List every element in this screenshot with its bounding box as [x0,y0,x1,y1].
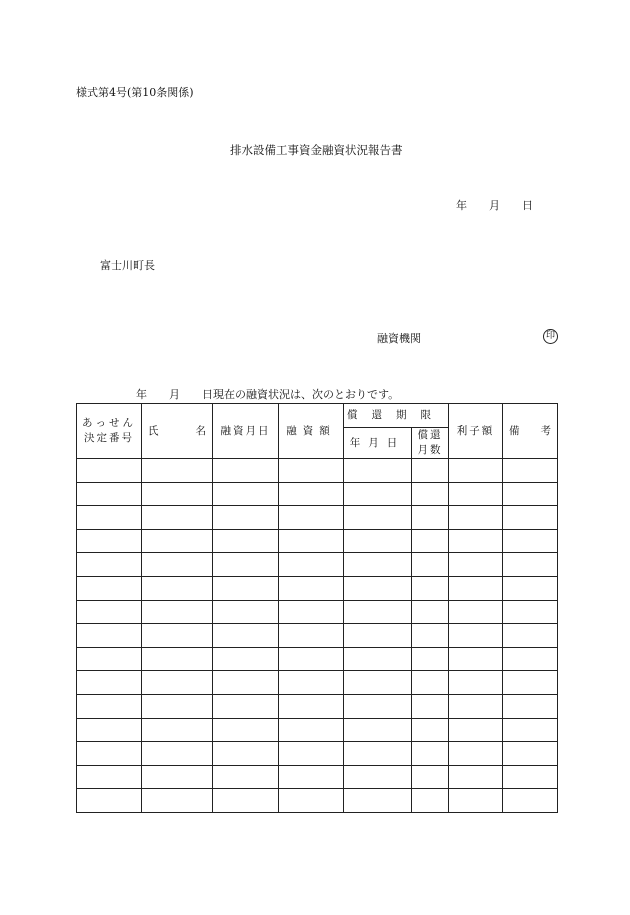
form-number: 様式第4号(第10条関係) [76,86,194,99]
table-cell [344,671,412,695]
table-cell [503,459,558,483]
table-cell [142,529,213,553]
table-cell [412,482,449,506]
table-cell [412,600,449,624]
header-loan-amount: 融資額 [279,404,344,459]
table-cell [142,506,213,530]
table-row [77,742,558,766]
table-cell [213,765,279,789]
table-cell [412,529,449,553]
table-cell [77,600,142,624]
date-year: 年 [456,199,467,212]
table-cell [77,624,142,648]
table-cell [503,600,558,624]
table-cell [344,765,412,789]
recipient: 富士川町長 [100,259,155,272]
table-cell [412,553,449,577]
table-cell [77,529,142,553]
header-repayment-period: 償還期限 [344,404,449,428]
header-remarks-part2: 考 [540,424,551,437]
table-cell [344,459,412,483]
header-loan-date: 融資月日 [213,404,279,459]
table-cell [344,647,412,671]
header-interest: 利子額 [449,404,503,459]
table-cell [412,765,449,789]
table-row [77,789,558,813]
table-cell [213,647,279,671]
table-row [77,671,558,695]
table-cell [449,576,503,600]
table-cell [344,600,412,624]
table-cell [77,718,142,742]
table-cell [213,694,279,718]
table-cell [279,671,344,695]
table-cell [449,624,503,648]
table-cell [142,647,213,671]
table-cell [213,482,279,506]
table-cell [77,647,142,671]
table-cell [412,789,449,813]
table-cell [503,482,558,506]
table-cell [279,694,344,718]
table-cell [503,506,558,530]
table-cell [142,553,213,577]
table-cell [279,553,344,577]
header-repay-months-line1: 償還 [417,429,443,441]
table-cell [449,529,503,553]
table-row [77,529,558,553]
loan-status-table [76,403,558,813]
header-ymd: 年月日 [344,428,412,459]
table-cell [77,671,142,695]
header-remarks [503,404,558,459]
table-cell [449,600,503,624]
table-row [77,506,558,530]
table-cell [412,718,449,742]
table-row [77,553,558,577]
table-cell [142,482,213,506]
table-cell [279,600,344,624]
table-cell [503,742,558,766]
table-cell [279,765,344,789]
table-cell [142,576,213,600]
table-cell [142,459,213,483]
table-cell [77,506,142,530]
table-cell [503,624,558,648]
table-cell [449,694,503,718]
table-cell [503,576,558,600]
table-cell [449,742,503,766]
table-row [77,459,558,483]
table-cell [279,647,344,671]
table-cell [344,718,412,742]
table-cell [449,459,503,483]
table-cell [412,576,449,600]
table-row [77,694,558,718]
table-cell [503,671,558,695]
table-cell [344,506,412,530]
table-cell [412,671,449,695]
table-cell [213,553,279,577]
table-cell [344,742,412,766]
table-cell [344,694,412,718]
table-cell [449,671,503,695]
table-cell [77,765,142,789]
table-cell [344,529,412,553]
document-title: 排水設備工事資金融資状況報告書 [230,143,403,157]
table-cell [213,671,279,695]
institution-label: 融資機関 [377,332,421,345]
table-cell [213,789,279,813]
table-cell [142,718,213,742]
seal-icon: 印 [543,329,558,344]
table-cell [503,765,558,789]
table-cell [449,647,503,671]
table-cell [142,765,213,789]
table-cell [344,482,412,506]
table-cell [503,694,558,718]
table-cell [213,624,279,648]
table-cell [279,459,344,483]
table-cell [503,647,558,671]
table-cell [142,742,213,766]
table-row [77,718,558,742]
table-cell [279,506,344,530]
table-row [77,765,558,789]
table-cell [449,553,503,577]
header-mediation-line2: 決定番号 [84,432,134,444]
table-cell [412,624,449,648]
table-cell [344,624,412,648]
table-cell [279,482,344,506]
table-cell [77,459,142,483]
status-text: 日現在の融資状況は、次のとおりです。 [202,388,400,401]
header-remarks-part1: 備 [509,424,520,437]
header-name [142,404,213,459]
table-cell [213,576,279,600]
table-cell [279,624,344,648]
status-line [136,386,399,402]
table-cell [449,718,503,742]
table-cell [213,529,279,553]
table-cell [213,506,279,530]
table-cell [344,553,412,577]
table-cell [77,576,142,600]
header-mediation-number [77,404,142,459]
table-row [77,647,558,671]
table-row [77,624,558,648]
table-cell [279,789,344,813]
table-cell [279,576,344,600]
table-cell [503,789,558,813]
table-row [77,600,558,624]
table-cell [279,742,344,766]
table-cell [77,694,142,718]
table-cell [449,482,503,506]
table-cell [213,718,279,742]
header-name-part1: 氏 [148,424,159,437]
table-cell [503,553,558,577]
table-cell [142,671,213,695]
header-repay-months-line2: 月数 [417,444,443,456]
table-cell [279,718,344,742]
table-cell [77,789,142,813]
table-cell [142,789,213,813]
table-cell [142,624,213,648]
table-cell [213,459,279,483]
date-day: 日 [522,199,533,212]
table-cell [412,742,449,766]
table-cell [344,789,412,813]
header-name-part2: 名 [195,424,206,437]
table-cell [449,789,503,813]
table-cell [503,718,558,742]
table-cell [412,506,449,530]
table-cell [344,576,412,600]
table-cell [213,742,279,766]
table-cell [449,765,503,789]
date-line [456,197,533,213]
table-cell [142,600,213,624]
table-cell [77,553,142,577]
table-cell [77,742,142,766]
header-mediation-line1: あっせん [82,417,136,429]
status-month: 月 [169,388,180,401]
table-cell [213,600,279,624]
table-cell [412,647,449,671]
table-cell [142,694,213,718]
table-row [77,576,558,600]
table-cell [412,459,449,483]
table-row [77,482,558,506]
date-month: 月 [489,199,500,212]
table-cell [279,529,344,553]
table-cell [449,506,503,530]
table-cell [77,482,142,506]
table-cell [503,529,558,553]
header-repay-months [412,428,449,459]
table-cell [412,694,449,718]
status-year: 年 [136,388,147,401]
